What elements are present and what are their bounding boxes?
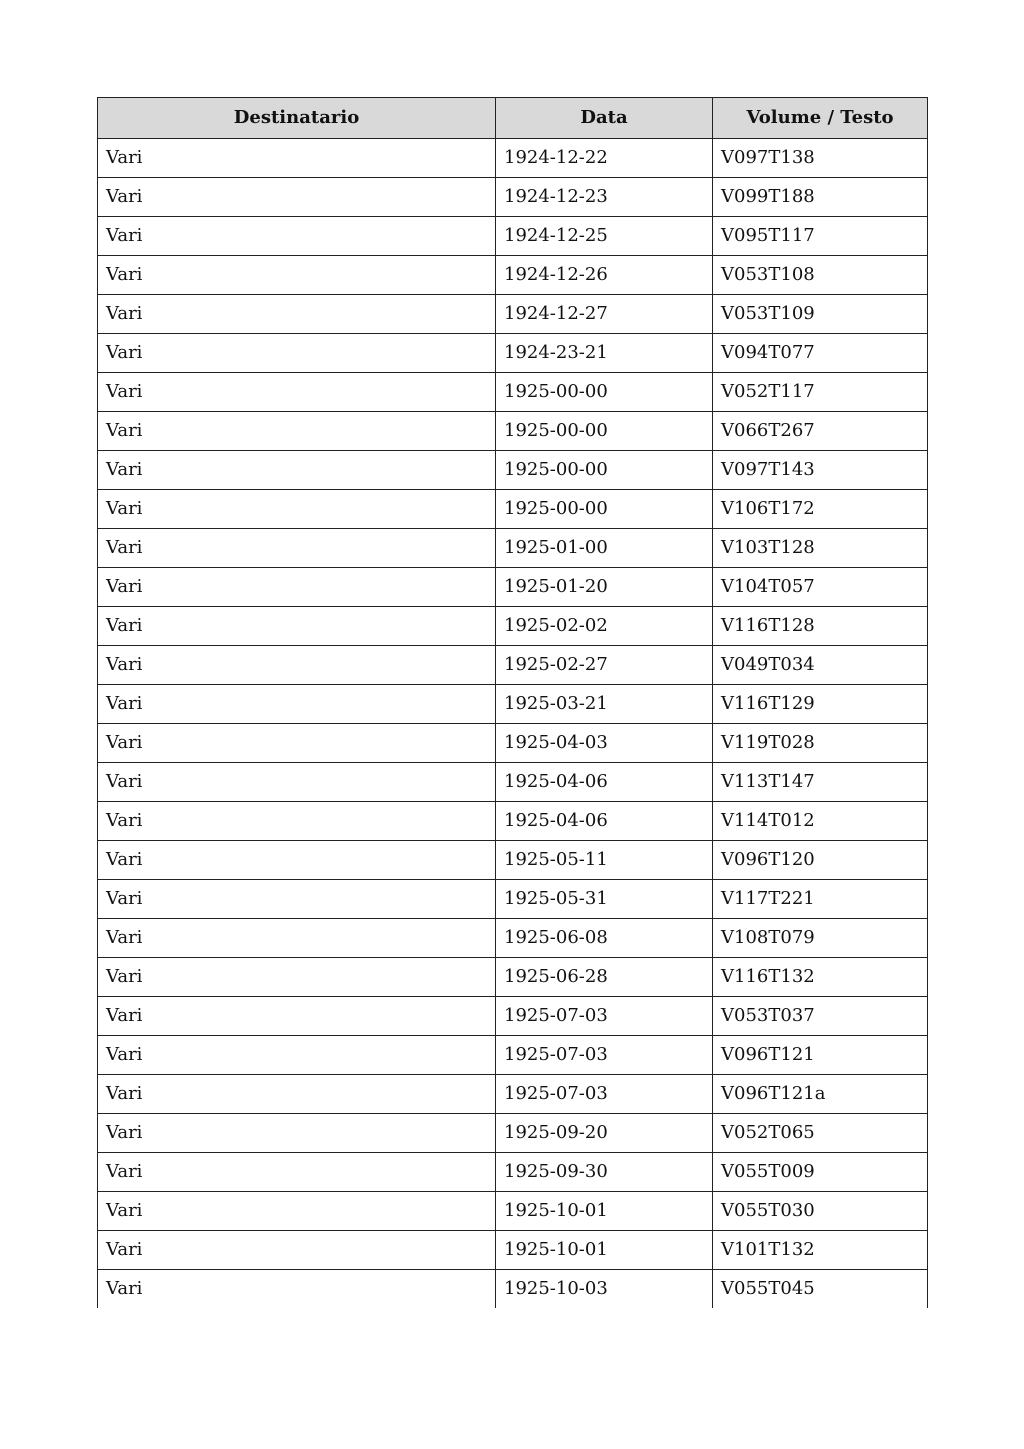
cell-volume-testo: V116T129 (713, 685, 928, 724)
table-row (98, 412, 928, 451)
cell-volume-testo: V106T172 (713, 490, 928, 529)
cell-destinatario: Vari (98, 880, 496, 919)
table-row (98, 451, 928, 490)
cell-data: 1925-10-03 (496, 1270, 713, 1309)
cell-volume-testo: V055T030 (713, 1192, 928, 1231)
cell-volume-testo: V055T045 (713, 1270, 928, 1309)
cell-destinatario: Vari (98, 334, 496, 373)
table-row (98, 1075, 928, 1114)
table-row (98, 1270, 928, 1309)
cell-data: 1925-00-00 (496, 490, 713, 529)
cell-destinatario: Vari (98, 295, 496, 334)
cell-volume-testo: V096T121a (713, 1075, 928, 1114)
cell-destinatario: Vari (98, 997, 496, 1036)
table-row (98, 295, 928, 334)
cell-destinatario: Vari (98, 256, 496, 295)
cell-data: 1925-09-30 (496, 1153, 713, 1192)
cell-data: 1924-12-22 (496, 139, 713, 178)
cell-destinatario: Vari (98, 490, 496, 529)
table-row (98, 724, 928, 763)
cell-volume-testo: V097T143 (713, 451, 928, 490)
cell-volume-testo: V101T132 (713, 1231, 928, 1270)
cell-data: 1925-02-27 (496, 646, 713, 685)
cell-destinatario: Vari (98, 217, 496, 256)
cell-destinatario: Vari (98, 841, 496, 880)
cell-destinatario: Vari (98, 529, 496, 568)
table-row (98, 373, 928, 412)
cell-data: 1924-12-25 (496, 217, 713, 256)
cell-data: 1924-12-26 (496, 256, 713, 295)
cell-volume-testo: V053T037 (713, 997, 928, 1036)
cell-data: 1925-10-01 (496, 1231, 713, 1270)
header-row (98, 98, 928, 139)
cell-data: 1925-10-01 (496, 1192, 713, 1231)
cell-volume-testo: V053T108 (713, 256, 928, 295)
cell-volume-testo: V116T128 (713, 607, 928, 646)
cell-data: 1925-01-00 (496, 529, 713, 568)
cell-data: 1925-06-28 (496, 958, 713, 997)
cell-destinatario: Vari (98, 412, 496, 451)
table-body (98, 139, 928, 1309)
cell-data: 1925-02-02 (496, 607, 713, 646)
table-row (98, 568, 928, 607)
cell-destinatario: Vari (98, 1036, 496, 1075)
cell-data: 1925-07-03 (496, 997, 713, 1036)
cell-data: 1925-05-31 (496, 880, 713, 919)
cell-volume-testo: V116T132 (713, 958, 928, 997)
table-row (98, 880, 928, 919)
table-header (98, 98, 928, 139)
cell-volume-testo: V113T147 (713, 763, 928, 802)
table-row (98, 529, 928, 568)
cell-volume-testo: V049T034 (713, 646, 928, 685)
cell-volume-testo: V055T009 (713, 1153, 928, 1192)
cell-volume-testo: V052T065 (713, 1114, 928, 1153)
table-row (98, 256, 928, 295)
cell-volume-testo: V066T267 (713, 412, 928, 451)
cell-destinatario: Vari (98, 1075, 496, 1114)
table-row (98, 1231, 928, 1270)
table-row (98, 334, 928, 373)
cell-volume-testo: V117T221 (713, 880, 928, 919)
column-header-data: Data (496, 98, 713, 139)
cell-data: 1925-09-20 (496, 1114, 713, 1153)
cell-destinatario: Vari (98, 919, 496, 958)
cell-destinatario: Vari (98, 1231, 496, 1270)
table-row (98, 178, 928, 217)
cell-destinatario: Vari (98, 1270, 496, 1309)
table-row (98, 607, 928, 646)
table-row (98, 1192, 928, 1231)
table-row (98, 1114, 928, 1153)
table-row (98, 646, 928, 685)
cell-data: 1924-12-27 (496, 295, 713, 334)
table-row (98, 1153, 928, 1192)
cell-volume-testo: V097T138 (713, 139, 928, 178)
cell-volume-testo: V119T028 (713, 724, 928, 763)
cell-destinatario: Vari (98, 178, 496, 217)
cell-data: 1925-00-00 (496, 373, 713, 412)
cell-volume-testo: V096T120 (713, 841, 928, 880)
cell-volume-testo: V108T079 (713, 919, 928, 958)
table-row (98, 217, 928, 256)
table-row (98, 997, 928, 1036)
cell-destinatario: Vari (98, 568, 496, 607)
cell-volume-testo: V099T188 (713, 178, 928, 217)
cell-volume-testo: V114T012 (713, 802, 928, 841)
cell-data: 1924-12-23 (496, 178, 713, 217)
cell-destinatario: Vari (98, 373, 496, 412)
cell-volume-testo: V053T109 (713, 295, 928, 334)
cell-destinatario: Vari (98, 646, 496, 685)
cell-destinatario: Vari (98, 724, 496, 763)
cell-data: 1925-04-06 (496, 763, 713, 802)
cell-volume-testo: V052T117 (713, 373, 928, 412)
cell-destinatario: Vari (98, 1153, 496, 1192)
cell-data: 1925-03-21 (496, 685, 713, 724)
cell-data: 1925-04-03 (496, 724, 713, 763)
table-row (98, 763, 928, 802)
cell-data: 1925-07-03 (496, 1036, 713, 1075)
cell-data: 1925-00-00 (496, 412, 713, 451)
table-row (98, 919, 928, 958)
cell-volume-testo: V104T057 (713, 568, 928, 607)
cell-destinatario: Vari (98, 1192, 496, 1231)
table-row (98, 1036, 928, 1075)
cell-destinatario: Vari (98, 1114, 496, 1153)
column-header-destinatario: Destinatario (98, 98, 496, 139)
cell-destinatario: Vari (98, 958, 496, 997)
cell-volume-testo: V095T117 (713, 217, 928, 256)
cell-destinatario: Vari (98, 607, 496, 646)
table-row (98, 685, 928, 724)
table-row (98, 958, 928, 997)
cell-volume-testo: V103T128 (713, 529, 928, 568)
letters-table (97, 97, 928, 1308)
cell-volume-testo: V094T077 (713, 334, 928, 373)
cell-destinatario: Vari (98, 451, 496, 490)
cell-data: 1925-04-06 (496, 802, 713, 841)
cell-data: 1925-07-03 (496, 1075, 713, 1114)
cell-destinatario: Vari (98, 685, 496, 724)
cell-destinatario: Vari (98, 802, 496, 841)
cell-data: 1924-23-21 (496, 334, 713, 373)
cell-destinatario: Vari (98, 763, 496, 802)
table-row (98, 490, 928, 529)
cell-volume-testo: V096T121 (713, 1036, 928, 1075)
cell-data: 1925-00-00 (496, 451, 713, 490)
cell-data: 1925-05-11 (496, 841, 713, 880)
cell-data: 1925-01-20 (496, 568, 713, 607)
column-header-volume-testo: Volume / Testo (713, 98, 928, 139)
table-row (98, 841, 928, 880)
cell-destinatario: Vari (98, 139, 496, 178)
table-row (98, 802, 928, 841)
table-row (98, 139, 928, 178)
document-page (97, 97, 927, 1308)
cell-data: 1925-06-08 (496, 919, 713, 958)
